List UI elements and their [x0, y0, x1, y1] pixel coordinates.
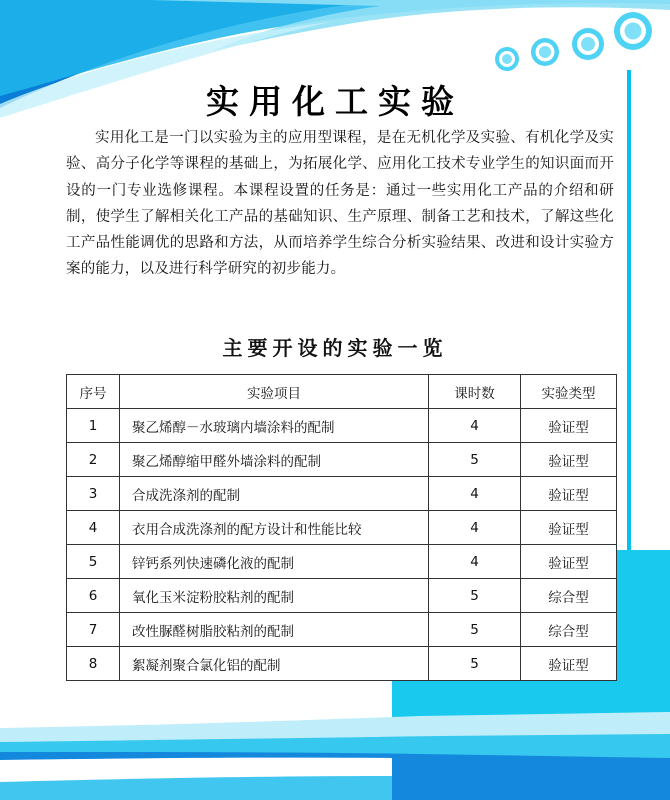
cell-hours: 5: [429, 613, 521, 647]
bubble-3: [572, 28, 604, 60]
table-row: [67, 409, 617, 443]
cell-type: 验证型: [521, 443, 617, 477]
cell-item: 絮凝剂聚合氯化铝的配制: [120, 647, 429, 681]
table-row: [67, 647, 617, 681]
cell-item: 合成洗涤剂的配制: [120, 477, 429, 511]
cell-type: 验证型: [521, 545, 617, 579]
cell-hours: 4: [429, 477, 521, 511]
cell-no: 2: [67, 443, 120, 477]
table-row: [67, 579, 617, 613]
table-row: [67, 477, 617, 511]
cell-no: 3: [67, 477, 120, 511]
cell-hours: 5: [429, 443, 521, 477]
table-header-row: [67, 375, 617, 409]
cell-type: 综合型: [521, 613, 617, 647]
bubble-4: [614, 12, 652, 50]
cell-hours: 4: [429, 545, 521, 579]
cell-hours: 5: [429, 647, 521, 681]
cell-no: 6: [67, 579, 120, 613]
table-row: [67, 511, 617, 545]
cell-item: 改性脲醛树脂胶粘剂的配制: [120, 613, 429, 647]
intro-paragraph: 实用化工是一门以实验为主的应用型课程，是在无机化学及实验、有机化学及实验、高分子化学等课程的基础上，为拓展化学、应用化工技术专业学生的知识面而开设的一门专业选修课程。本课程设置的任务是：通过一些实用化工产品的介绍和研制，使学生了解相关化工产品的基础知识、生产原理、制备工艺和技术，了解这些化工产品性能调优的思路和方法，从而培养学生综合分析实验结果、改进和设计实验方案的能力，以及进行科学研究的初步能力。: [66, 130, 614, 278]
cell-no: 5: [67, 545, 120, 579]
table-row: [67, 545, 617, 579]
experiment-table: [66, 374, 617, 681]
cell-no: 4: [67, 511, 120, 545]
bubble-2: [531, 38, 559, 66]
page-title: 实用化工实验: [206, 82, 464, 121]
cell-type: 验证型: [521, 409, 617, 443]
cell-item: 衣用合成洗涤剂的配方设计和性能比较: [120, 511, 429, 545]
cell-no: 7: [67, 613, 120, 647]
bubble-group: [495, 12, 652, 71]
table-row: [67, 613, 617, 647]
cell-item: 聚乙烯醇缩甲醛外墙涂料的配制: [120, 443, 429, 477]
cell-type: 验证型: [521, 511, 617, 545]
cell-no: 8: [67, 647, 120, 681]
cell-hours: 5: [429, 579, 521, 613]
cell-type: 综合型: [521, 579, 617, 613]
cell-item: 聚乙烯醇－水玻璃内墙涂料的配制: [120, 409, 429, 443]
header-hours: 课时数: [429, 375, 521, 409]
cell-type: 验证型: [521, 647, 617, 681]
cell-type: 验证型: [521, 477, 617, 511]
header-type: 实验类型: [521, 375, 617, 409]
cell-hours: 4: [429, 511, 521, 545]
cell-no: 1: [67, 409, 120, 443]
header-item: 实验项目: [120, 375, 429, 409]
table-row: [67, 443, 617, 477]
bubble-1: [495, 47, 519, 71]
cell-item: 氧化玉米淀粉胶粘剂的配制: [120, 579, 429, 613]
header-no: 序号: [67, 375, 120, 409]
cell-hours: 4: [429, 409, 521, 443]
cell-item: 锌钙系列快速磷化液的配制: [120, 545, 429, 579]
table-title: 主要开设的实验一览: [222, 336, 448, 360]
